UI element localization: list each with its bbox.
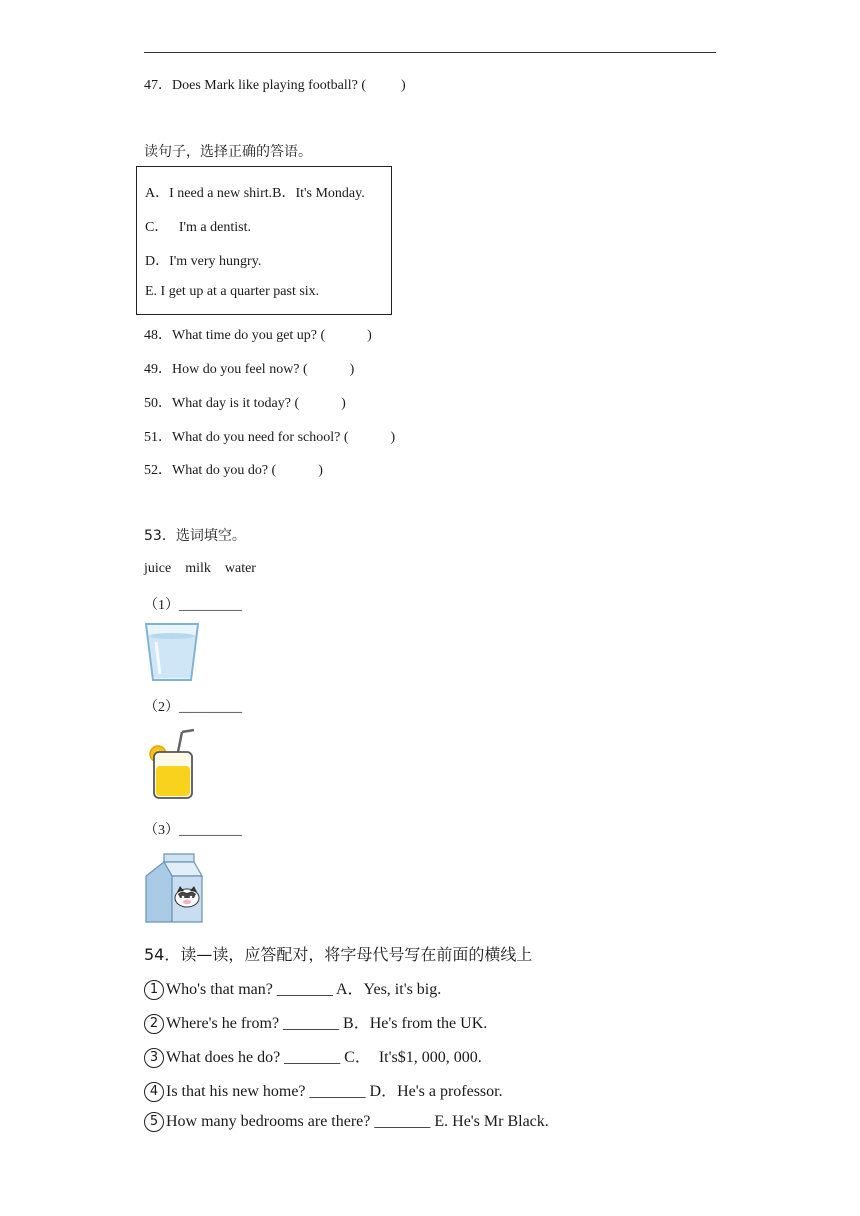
match-text: Is that his new home? _______ D．He's a professor. [166, 1083, 503, 1100]
juice-glass-icon [144, 728, 200, 802]
match-row [144, 1010, 487, 1034]
option-c: C． I'm a dentist. [145, 220, 251, 235]
circled-number: 3 [144, 1048, 164, 1068]
circled-number: 2 [144, 1014, 164, 1034]
question-49: 49．How do you feel now? ( ) [144, 362, 355, 377]
match-text: Who's that man? _______ A．Yes, it's big. [166, 981, 442, 998]
header-rule [144, 52, 716, 53]
match-row [144, 976, 441, 1000]
match-text: What does he do? _______ C． It's$1, 000, 000. [166, 1049, 482, 1066]
match-row [144, 1112, 549, 1132]
question-48: 48．What time do you get up? ( ) [144, 328, 372, 343]
circled-number: 5 [144, 1112, 164, 1132]
question-51: 51．What do you need for school? ( ) [144, 430, 396, 445]
option-d: D．I'm very hungry. [145, 254, 262, 269]
options-box [136, 166, 392, 315]
question-47: 47．Does Mark like playing football? ( ) [144, 78, 406, 93]
question-52: 52．What do you do? ( ) [144, 463, 323, 478]
section-title: 读句子，选择正确的答语。 [144, 144, 312, 160]
question-53-title: 53．选词填空。 [144, 528, 246, 544]
circled-number: 1 [144, 980, 164, 1000]
option-a-b: A．I need a new shirt.B．It's Monday. [145, 186, 365, 201]
match-row [144, 1044, 482, 1068]
match-row [144, 1078, 503, 1102]
match-text: How many bedrooms are there? _______ E. He's Mr Black. [166, 1113, 549, 1130]
word-bank: juice milk water [144, 561, 256, 576]
blank-1: （1）_________ [144, 598, 242, 613]
circled-number: 4 [144, 1082, 164, 1102]
water-glass-icon [144, 620, 202, 684]
blank-3: （3）_________ [144, 823, 242, 838]
question-54-title: 54．读—读，应答配对，将字母代号写在前面的横线上 [144, 945, 533, 964]
blank-2: （2）_________ [144, 700, 242, 715]
match-text: Where's he from? _______ B．He's from the UK. [166, 1015, 488, 1032]
question-50: 50．What day is it today? ( ) [144, 396, 346, 411]
milk-carton-icon [144, 852, 206, 924]
option-e: E. I get up at a quarter past six. [145, 284, 320, 299]
